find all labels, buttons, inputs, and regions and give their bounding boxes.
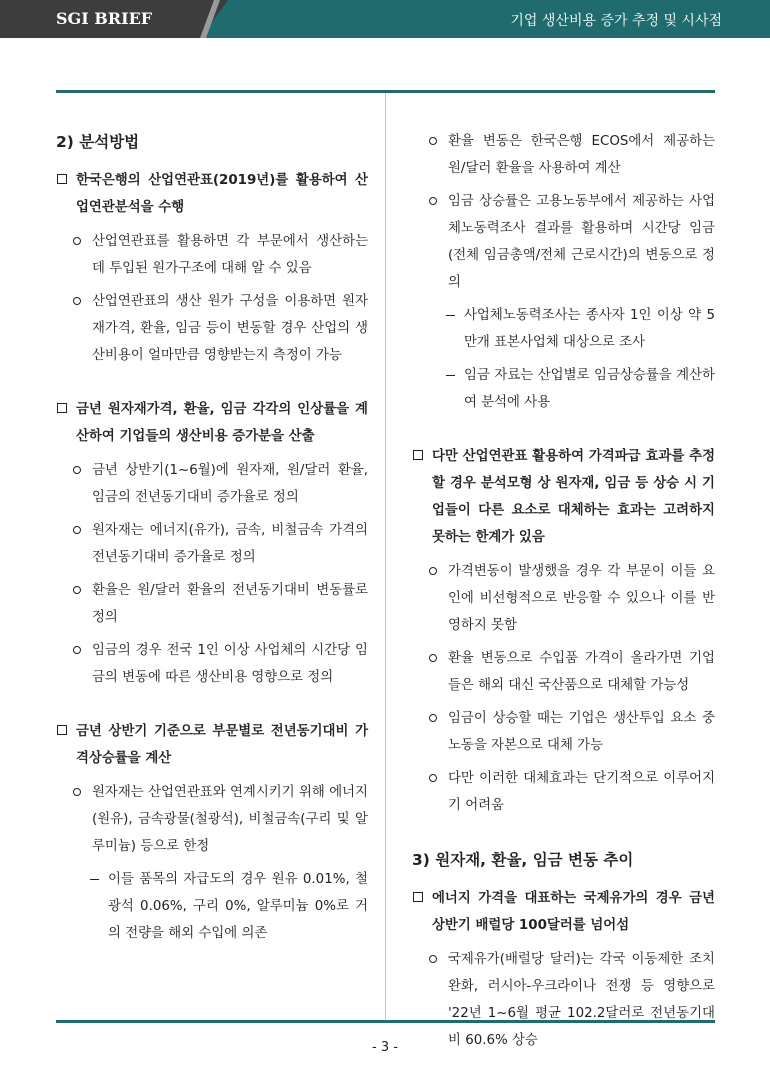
circle-bullet: 임금이 상승할 때는 기업은 생산투입 요소 중 노동을 자본으로 대체 가능 [412, 705, 715, 759]
square-bullet: 다만 산업연관표 활용하여 가격파급 효과를 추정할 경우 분석모형 상 원자재, 임금 등 상승 시 기업들이 다른 요소로 대체하는 효과는 고려하지 못하는 한계가 있음 [412, 443, 715, 551]
dash-bullet: 사업체노동력조사는 종사자 1인 이상 약 5만개 표본사업체 대상으로 조사 [412, 302, 715, 356]
circle-bullet: 임금 상승률은 고용노동부에서 제공하는 사업체노동력조사 결과를 활용하며 시간당 임금(전체 임금총액/전체 근로시간)의 변동으로 정의 [412, 188, 715, 296]
section-heading-analysis-method: 2) 분석방법 [56, 133, 140, 151]
square-bullet: 금년 상반기 기준으로 부문별로 전년동기대비 가격상승률을 계산 [56, 718, 368, 772]
circle-bullet: 산업연관표를 활용하면 각 부문에서 생산하는 데 투입된 원가구조에 대해 알 수 있음 [56, 228, 368, 282]
circle-bullet: 환율 변동은 한국은행 ECOS에서 제공하는 원/달러 환율을 사용하여 계산 [412, 128, 715, 182]
circle-bullet: 다만 이러한 대체효과는 단기적으로 이루어지기 어려움 [412, 765, 715, 819]
circle-bullet: 임금의 경우 전국 1인 이상 사업체의 시간당 임금의 변동에 따른 생산비용 영향으로 정의 [56, 637, 368, 691]
circle-bullet: 산업연관표의 생산 원가 구성을 이용하면 원자재가격, 환율, 임금 등이 변동할 경우 산업의 생산비용이 얼마만큼 영향받는지 측정이 가능 [56, 288, 368, 369]
section-heading-trends: 3) 원자재, 환율, 임금 변동 추이 [412, 851, 634, 869]
dash-bullet: 임금 자료는 산업별로 임금상승률을 계산하여 분석에 사용 [412, 362, 715, 416]
circle-bullet: 환율 변동으로 수입품 가격이 올라가면 기업들은 해외 대신 국산품으로 대체할 가능성 [412, 645, 715, 699]
dash-bullet: 이들 품목의 자급도의 경우 원유 0.01%, 철광석 0.06%, 구리 0%, 알루미늄 0%로 거의 전량을 해외 수입에 의존 [56, 866, 368, 947]
circle-bullet: 원자재는 에너지(유가), 금속, 비철금속 가격의 전년동기대비 증가율로 정의 [56, 517, 368, 571]
circle-bullet: 금년 상반기(1~6월)에 원자재, 원/달러 환율, 임금의 전년동기대비 증가율로 정의 [56, 457, 368, 511]
column-divider [385, 93, 386, 1020]
circle-bullet: 환율은 원/달러 환율의 전년동기대비 변동률로 정의 [56, 577, 368, 631]
left-column [56, 128, 368, 953]
circle-bullet: 원자재는 산업연관표와 연계시키기 위해 에너지(원유), 금속광물(철광석), 비철금속(구리 및 알루미늄) 등으로 한정 [56, 779, 368, 860]
square-bullet: 에너지 가격을 대표하는 국제유가의 경우 금년 상반기 배럴당 100달러를 넘어섬 [412, 885, 715, 939]
page-number: - 3 - [372, 1040, 398, 1055]
square-bullet: 금년 원자재가격, 환율, 임금 각각의 인상률을 계산하여 기업들의 생산비용 증가분을 산출 [56, 396, 368, 450]
page-header [0, 0, 770, 38]
brand-label: SGI BRIEF [56, 9, 153, 28]
circle-bullet: 국제유가(배럴당 달러)는 각국 이동제한 조치 완화, 러시아-우크라이나 전쟁 등 영향으로 '22년 1~6월 평균 102.2달러로 전년동기대비 60.6% 상승 [412, 946, 715, 1054]
right-column [412, 128, 715, 1060]
report-title: 기업 생산비용 증가 추정 및 시사점 [510, 13, 722, 29]
square-bullet: 한국은행의 산업연관표(2019년)를 활용하여 산업연관분석을 수행 [56, 167, 368, 221]
circle-bullet: 가격변동이 발생했을 경우 각 부문이 이들 요인에 비선형적으로 반응할 수 있으나 이를 반영하지 못함 [412, 558, 715, 639]
